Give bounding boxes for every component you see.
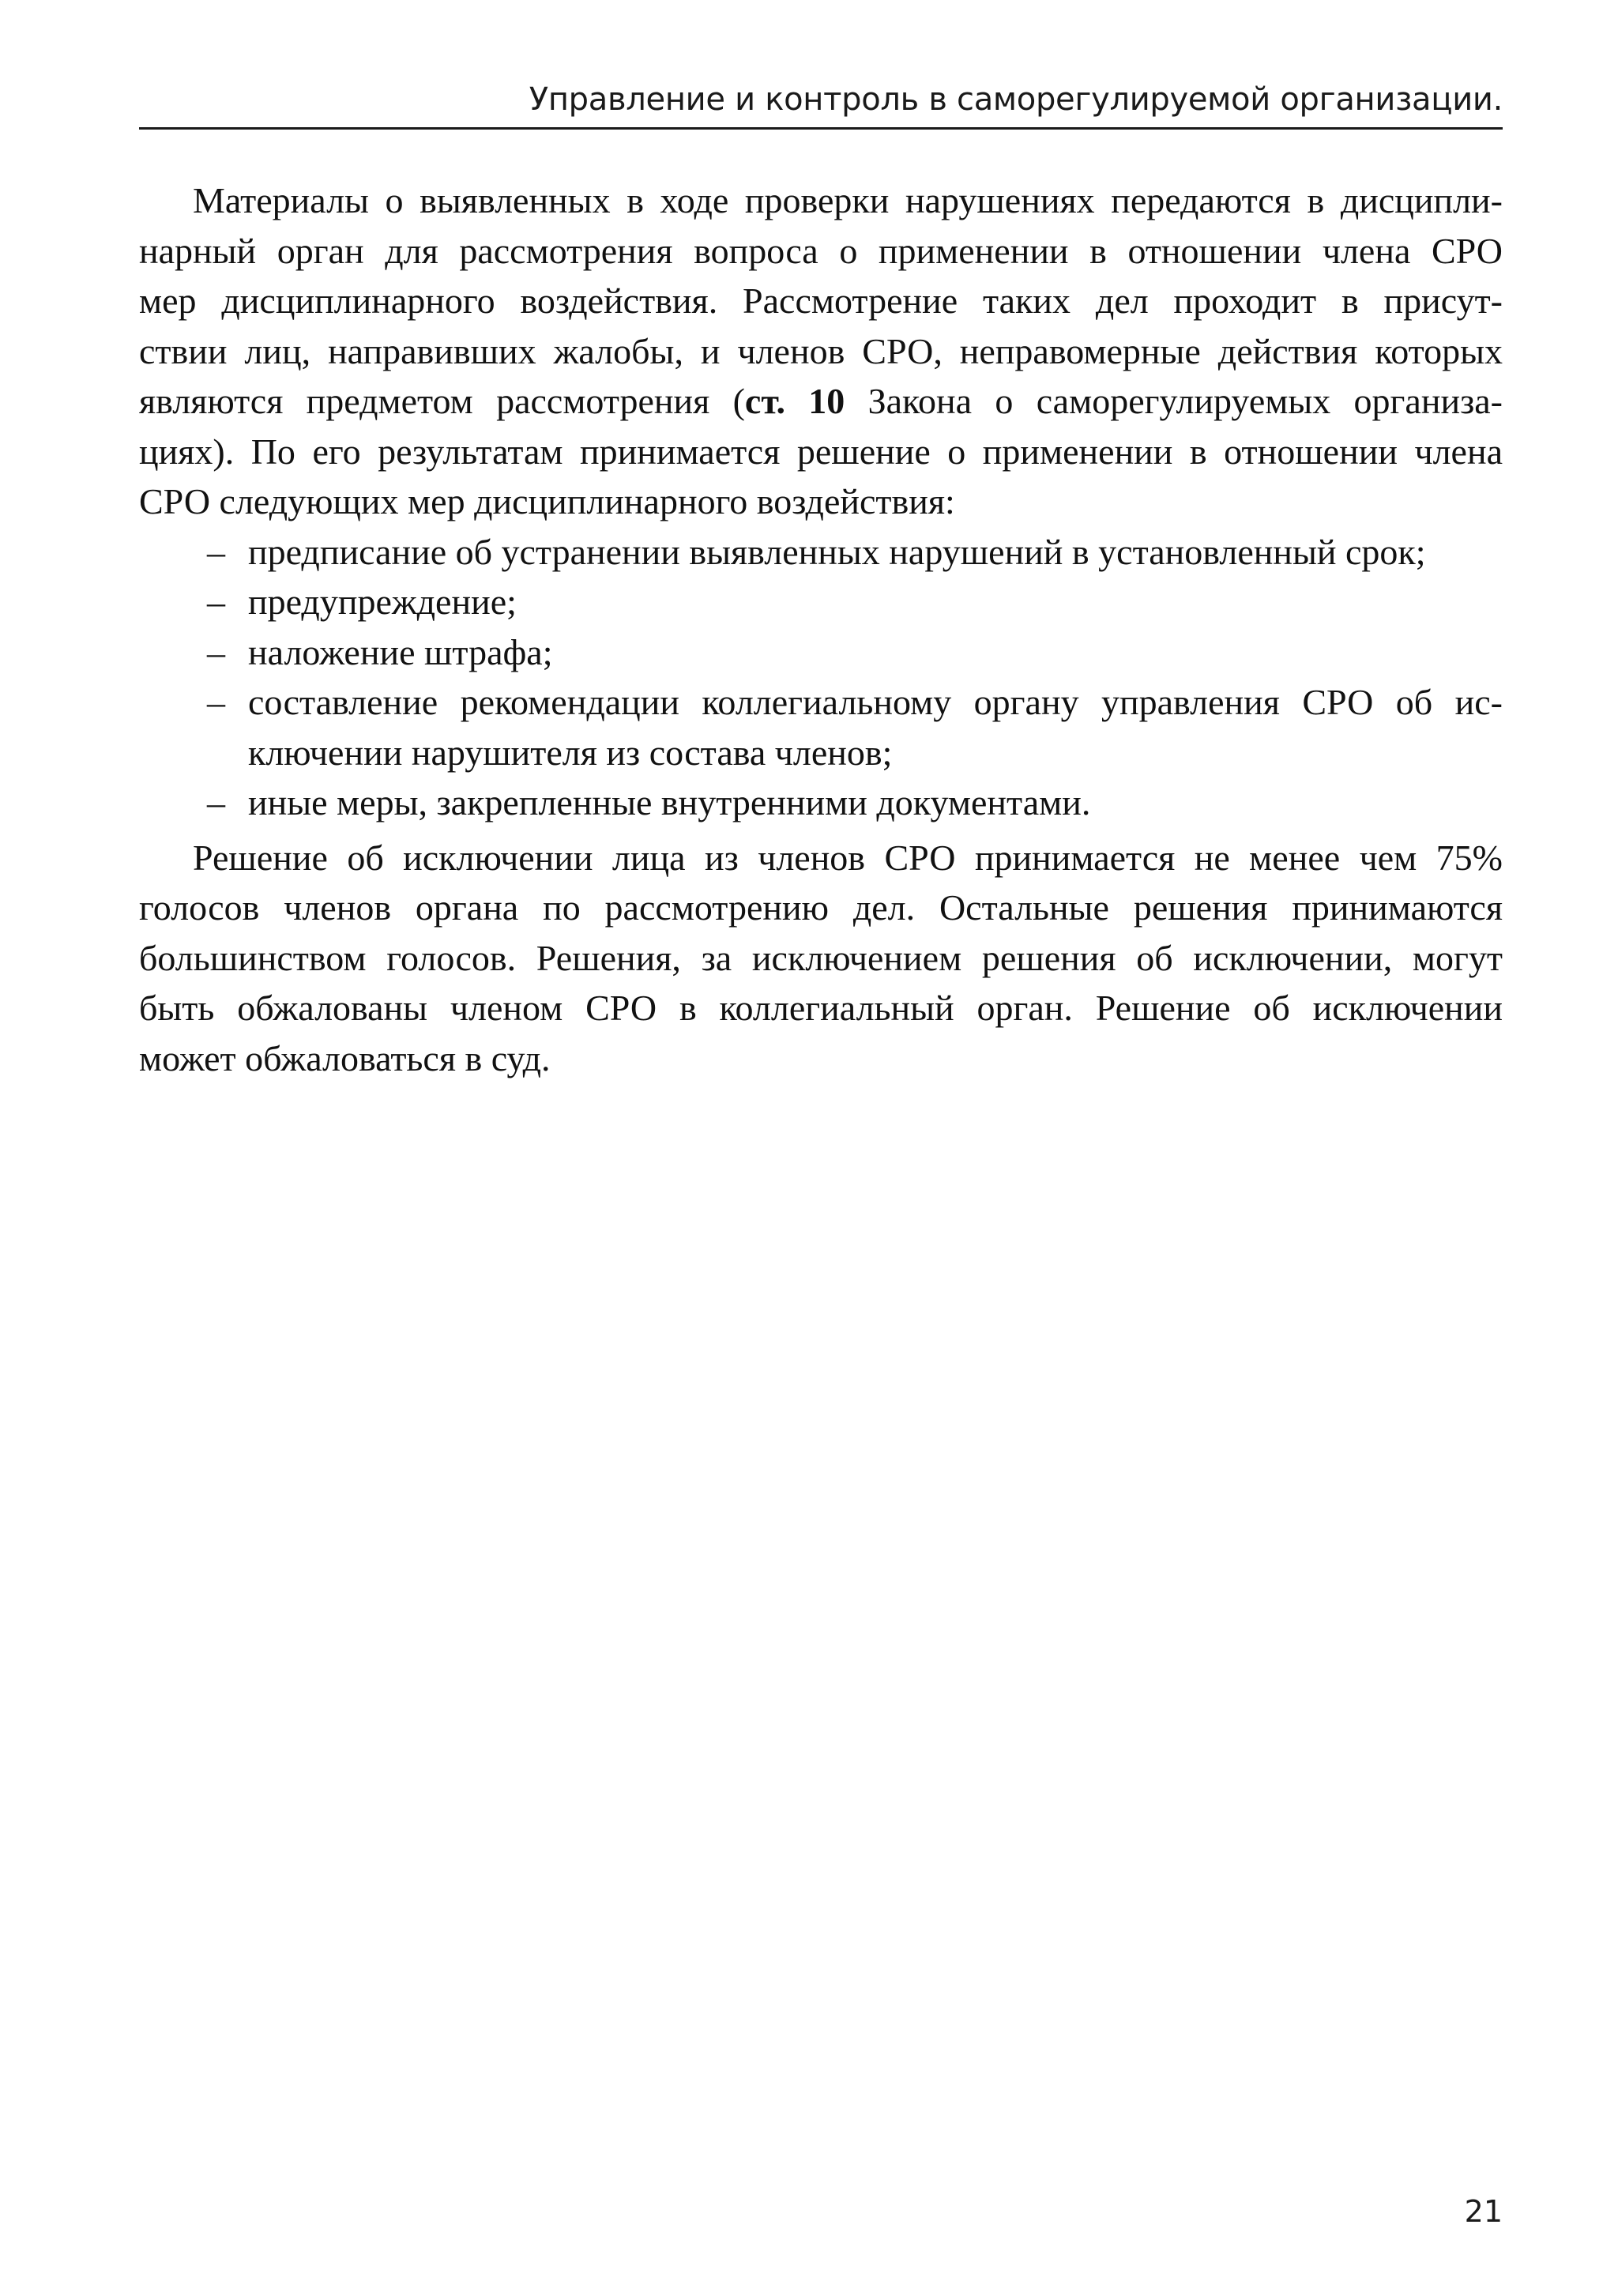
list-item-text: составление рекомендации коллегиальному органу управления СРО об ис- bbox=[248, 682, 1503, 722]
text-line: голосов членов органа по рассмотрению дел. Остальные решения принимаются bbox=[139, 887, 1503, 928]
list-item-text: предписание об устранении выявленных нарушений в установленный срок; bbox=[248, 531, 1426, 572]
text-line: ствии лиц, направивших жалобы, и членов СРО, неправомерные действия которых bbox=[139, 330, 1503, 371]
text-line: циях). По его результатам принимается решение о применении в отношении члена bbox=[139, 431, 1503, 472]
list-item bbox=[139, 777, 1503, 828]
list-item bbox=[139, 677, 1503, 777]
text-line: Материалы о выявленных в ходе проверки нарушениях передаются в дисципли- bbox=[193, 180, 1503, 220]
law-article-reference: ст. 10 bbox=[744, 381, 845, 421]
text-line: СРО следующих мер дисциплинарного воздействия: bbox=[139, 481, 955, 521]
list-item bbox=[139, 527, 1503, 578]
list-item-text: ключении нарушителя из состава членов; bbox=[248, 732, 893, 773]
list-item bbox=[139, 577, 1503, 627]
list-dash: – bbox=[207, 782, 225, 822]
text-line: быть обжалованы членом СРО в коллегиальный орган. Решение об исключении bbox=[139, 988, 1503, 1028]
list-dash: – bbox=[207, 631, 225, 672]
disciplinary-measures-list bbox=[139, 527, 1503, 828]
paragraph-disciplinary-materials bbox=[139, 175, 1503, 527]
list-item-text: наложение штрафа; bbox=[248, 631, 553, 672]
text-line: большинством голосов. Решения, за исключением решения об исключении, могут bbox=[139, 937, 1503, 978]
page-number: 21 bbox=[1464, 2194, 1503, 2229]
text-line: может обжаловаться в суд. bbox=[139, 1037, 551, 1078]
text-fragment: Закона о саморегулируемых организа- bbox=[845, 381, 1503, 421]
page-header bbox=[139, 76, 1503, 130]
list-dash: – bbox=[207, 682, 225, 722]
list-item-text: иные меры, закрепленные внутренними документами. bbox=[248, 782, 1091, 822]
list-item-text: предупреждение; bbox=[248, 582, 517, 622]
text-fragment: являются предметом рассмотрения ( bbox=[139, 381, 745, 421]
list-dash: – bbox=[207, 582, 225, 622]
running-head: Управление и контроль в саморегулируемой организации. bbox=[529, 81, 1503, 118]
list-item bbox=[139, 627, 1503, 678]
body-text bbox=[139, 175, 1503, 1083]
text-line-with-reference bbox=[139, 376, 1503, 427]
text-line: нарный орган для рассмотрения вопроса о применении в отношении члена СРО bbox=[139, 230, 1503, 271]
paragraph-exclusion-decision bbox=[139, 833, 1503, 1084]
text-line: мер дисциплинарного воздействия. Рассмотрение таких дел проходит в присут- bbox=[139, 280, 1503, 321]
text-line: Решение об исключении лица из членов СРО принимается не менее чем 75% bbox=[193, 837, 1503, 878]
list-dash: – bbox=[207, 531, 225, 572]
